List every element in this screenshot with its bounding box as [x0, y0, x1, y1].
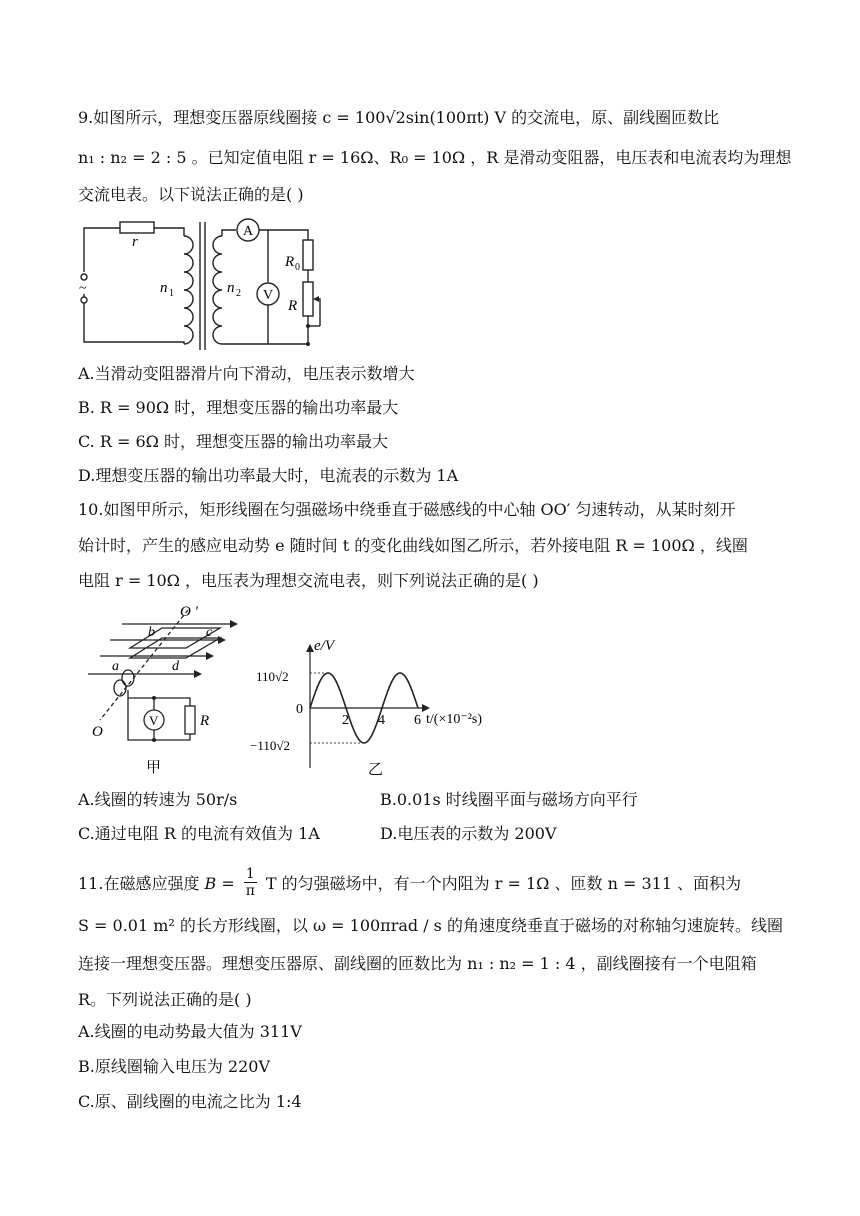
q9-option-c: C. R = 6Ω 时，理想变压器的输出功率最大 [78, 432, 389, 451]
q9-option-d: D.理想变压器的输出功率最大时，电流表的示数为 1A [78, 466, 459, 485]
label-R: R [200, 713, 210, 729]
q9-circuit-diagram [76, 210, 336, 360]
q9-stem-line3: 交流电表。以下说法正确的是( ) [78, 185, 304, 204]
q10-stem-line2: 始计时，产生的感应电动势 e 随时间 t 的变化曲线如图乙所示，若外接电阻 R = 100Ω ，线圈 [78, 536, 748, 555]
resistor-R0 [303, 240, 313, 270]
label-n1-sub: 1 [169, 288, 174, 299]
label-R0: R [285, 254, 295, 270]
q11-frac-num: 1 [245, 866, 255, 882]
label-b: b [148, 625, 155, 640]
secondary-coil [213, 236, 222, 344]
q10-coil-figure [80, 598, 250, 780]
q10-stem-line3: 电阻 r = 10Ω ，电压表为理想交流电表，则下列说法正确的是( ) [78, 571, 539, 590]
source-symbol: ~ [79, 281, 87, 296]
q9-stem-line2: n₁ : n₂ = 2 : 5 。已知定值电阻 r = 16Ω、R₀ = 10Ω ，R 是滑动变阻器，电压表和电流表均为理想 [78, 148, 792, 167]
rheostat-R [303, 282, 313, 316]
q10-option-d: D.电压表的示数为 200V [380, 824, 557, 843]
q9-option-a: A.当滑动变阻器滑片向下滑动，电压表示数增大 [78, 364, 415, 383]
voltmeter-label: V [149, 713, 159, 728]
label-R: R [288, 298, 298, 314]
y-min-label: −110√2 [250, 738, 290, 753]
q10-option-c: C.通过电阻 R 的电流有效值为 1A [78, 824, 320, 843]
q11-stem-line1-end: T 的匀强磁场中，有一个内阻为 r = 1Ω 、匝数 n = 311 、面积为 [265, 874, 742, 893]
q10-stem-line1: 10.如图甲所示，矩形线圈在匀强磁场中绕垂直于磁感线的中心轴 OO′ 匀速转动，从某时刻开 [78, 500, 736, 519]
label-O-prime: O ′ [180, 604, 198, 620]
q11-B-eq: B = [204, 874, 235, 893]
label-n2: n [227, 280, 235, 296]
q11-option-c: C.原、副线圈的电流之比为 1:4 [78, 1092, 302, 1111]
q11-stem-line3: 连接一理想变压器。理想变压器原、副线圈的匝数比为 n₁ : n₂ = 1 : 4 ，副线圈接有一个电阻箱 [78, 954, 757, 973]
primary-coil [184, 236, 193, 344]
q10-emf-chart [250, 636, 510, 782]
ammeter-label: A [243, 224, 254, 239]
q10-option-a: A.线圈的转速为 50r/s [78, 790, 238, 809]
q9-stem-line1: 9.如图所示，理想变压器原线圈接 c = 100√2sin(100πt) V 的交流电，原、副线圈匝数比 [78, 108, 720, 127]
label-R0-sub: 0 [295, 262, 300, 273]
q11-option-b: B.原线圈输入电压为 220V [78, 1057, 271, 1076]
q11-stem-line1 [78, 868, 741, 901]
label-d: d [172, 659, 179, 674]
caption-jia: 甲 [146, 760, 162, 776]
q11-stem-line1-start: 11.在磁感应强度 [78, 874, 200, 893]
label-a: a [112, 659, 119, 674]
q11-stem-line2: S = 0.01 m² 的长方形线圈，以 ω = 100πrad / s 的角速度绕垂直于磁场的对称轴匀速旋转。线圈 [78, 916, 783, 935]
q10-option-b: B.0.01s 时线圈平面与磁场方向平行 [380, 790, 638, 809]
x-tick-label: 6 [414, 713, 421, 728]
origin-label: 0 [296, 702, 303, 717]
q9-option-b: B. R = 90Ω 时，理想变压器的输出功率最大 [78, 398, 399, 417]
x-tick-label: 4 [378, 713, 385, 728]
x-tick-label: 2 [342, 713, 349, 728]
label-c: c [206, 625, 213, 640]
y-axis-label: e/V [314, 638, 334, 654]
q11-frac-den: π [245, 883, 255, 899]
q11-fraction [244, 866, 257, 899]
label-n1: n [160, 280, 168, 296]
q11-option-a: A.线圈的电动势最大值为 311V [78, 1022, 302, 1041]
y-max-label: 110√2 [256, 669, 289, 684]
label-O: O [92, 724, 103, 740]
label-n2-sub: 2 [236, 288, 241, 299]
q11-stem-line4: R。下列说法正确的是( ) [78, 990, 252, 1009]
caption-yi: 乙 [368, 762, 384, 778]
resistor-r [120, 222, 154, 233]
x-axis-label: t/(×10⁻²s) [426, 712, 483, 727]
voltmeter-label: V [263, 288, 274, 303]
label-r: r [132, 234, 138, 250]
